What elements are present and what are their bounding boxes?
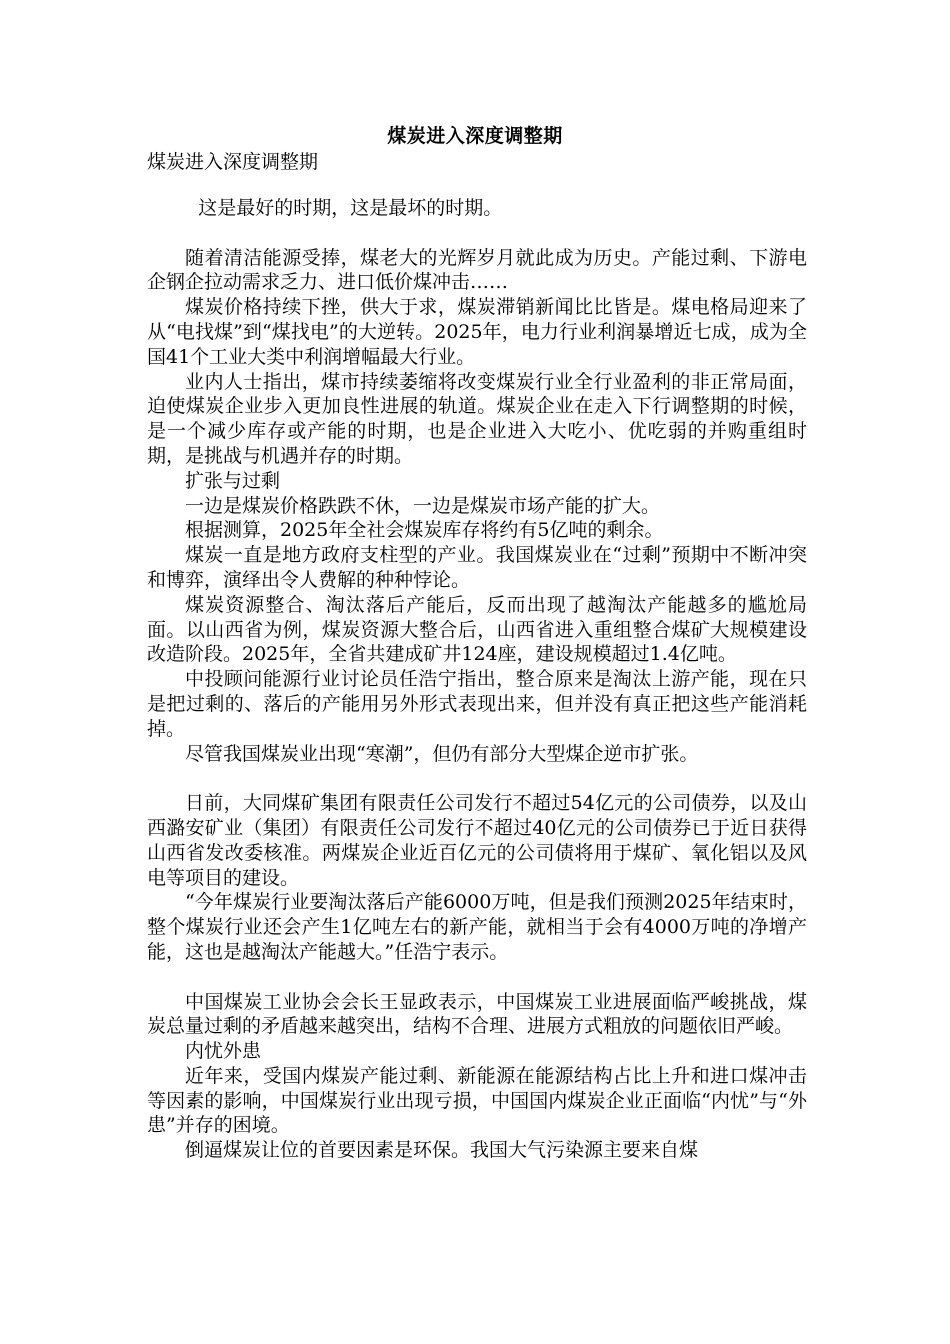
paragraph: 煤炭价格持续下挫，供大于求，煤炭滞销新闻比比皆是。煤电格局迎来了从“电找煤”到“煤找电”的大逆转。2025年，电力行业利润暴增近七成，成为全国41个工业大类中利润增幅最大行业。 [147, 296, 807, 368]
document-title: 煤炭进入深度调整期 [387, 125, 563, 147]
paragraph: 这是最好的时期，这是最坏的时期。 [198, 197, 503, 219]
paragraph: 随着清洁能源受捧，煤老大的光辉岁月就此成为历史。产能过剩、下游电企钢企拉动需求乏力、进口低价煤冲击…… [147, 246, 807, 294]
paragraph-spacer [147, 766, 807, 791]
paragraph: 中投顾问能源行业讨论员任浩宁指出，整合原来是淘汰上游产能，现在只是把过剩的、落后的产能用另外形式表现出来，但并没有真正把这些产能消耗掉。 [147, 668, 807, 740]
paragraph: 一边是煤炭价格跌跌不休，一边是煤炭市场产能的扩大。 [185, 494, 661, 517]
section-heading: 扩张与过剩 [185, 469, 281, 492]
paragraph: 根据测算，2025年全社会煤炭库存将约有5亿吨的剩余。 [185, 519, 664, 542]
paragraph: 煤炭资源整合、淘汰落后产能后，反而出现了越淘汰产能越多的尴尬局面。以山西省为例，煤炭资源大整合后，山西省进入重组整合煤矿大规模建设改造阶段。2025年，全省共建成矿井124座，建设规模超过1.4亿吨。 [147, 593, 807, 666]
section-heading: 内忧外患 [185, 1040, 262, 1063]
paragraph: 日前，大同煤矿集团有限责任公司发行不超过54亿元的公司债券，以及山西潞安矿业（集团）有限责任公司发行不超过40亿元的公司债券已于近日获得山西省发改委核准。两煤炭企业近百亿元的公司债将用于煤矿、氧化铝以及风电等项目的建设。 [147, 792, 807, 889]
document-subtitle: 煤炭进入深度调整期 [147, 151, 319, 173]
document-body [147, 196, 807, 1163]
paragraph: 业内人士指出，煤市持续萎缩将改变煤炭行业全行业盈利的非正常局面，迫使煤炭企业步入更加良性进展的轨道。煤炭企业在走入下行调整期的时候，是一个减少库存或产能的时期，也是企业进入大吃小、优吃弱的并购重组时期，是挑战与机遇并存的时期。 [147, 370, 807, 467]
paragraph-spacer [147, 965, 807, 990]
paragraph: 近年来，受国内煤炭产能过剩、新能源在能源结构占比上升和进口煤冲击等因素的影响，中国煤炭行业出现亏损，中国国内煤炭企业正面临“内忧”与“外患”并存的困境。 [147, 1064, 807, 1137]
paragraph: 倒逼煤炭让位的首要因素是环保。我国大气污染源主要来自煤 [185, 1139, 699, 1162]
paragraph: 煤炭一直是地方政府支柱型的产业。我国煤炭业在“过剩”预期中不断冲突和博弈，演绎出令人费解的种种悖论。 [147, 544, 807, 591]
paragraph-spacer [147, 221, 807, 246]
paragraph: “今年煤炭行业要淘汰落后产能6000万吨，但是我们预测2025年结束时，整个煤炭行业还会产生1亿吨左右的新产能，就相当于会有4000万吨的净增产能，这也是越淘汰产能越大。”任浩宁表示。 [147, 891, 807, 963]
paragraph: 中国煤炭工业协会会长王显政表示，中国煤炭工业进展面临严峻挑战，煤炭总量过剩的矛盾越来越突出，结构不合理、进展方式粗放的问题依旧严峻。 [147, 990, 807, 1038]
paragraph: 尽管我国煤炭业出现“寒潮”，但仍有部分大型煤企逆市扩张。 [185, 742, 699, 765]
